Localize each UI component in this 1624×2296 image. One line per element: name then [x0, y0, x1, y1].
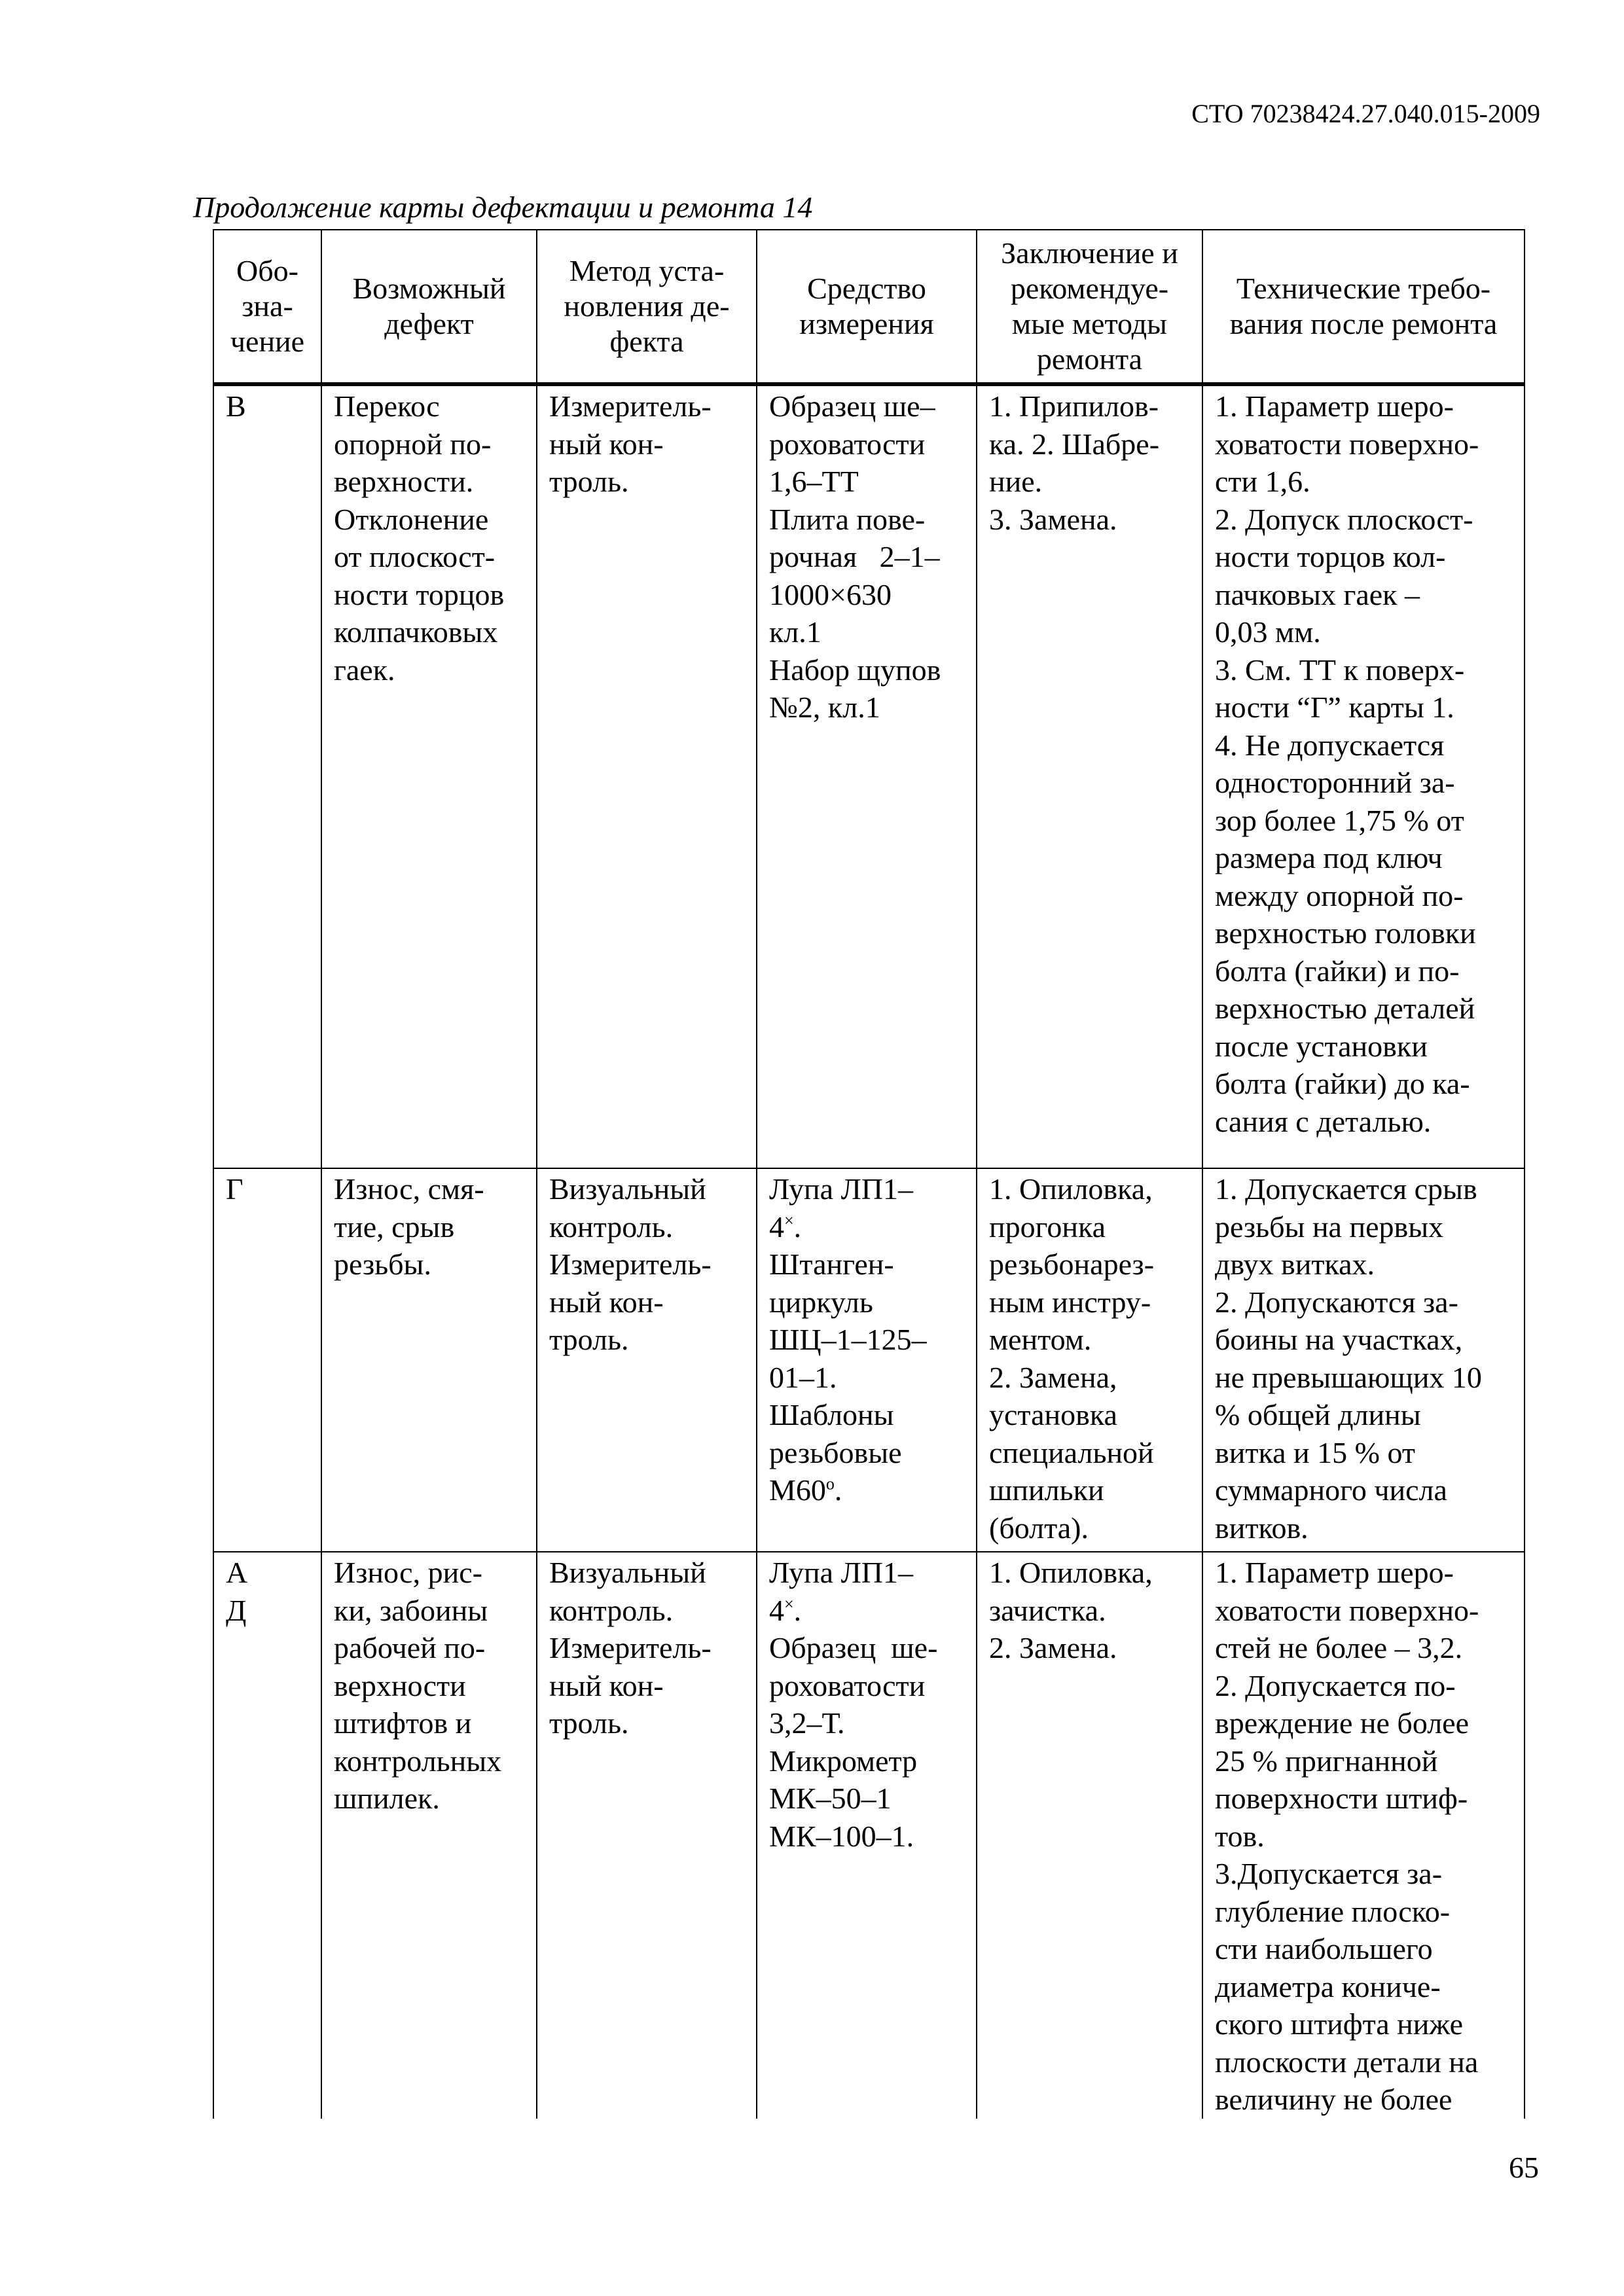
table-row — [213, 1168, 1525, 1552]
cell-method: Визуальный контроль. Измеритель- ный кон- троль. — [537, 1168, 757, 1552]
table-caption: Продолжение карты дефектации и ремонта 14 — [193, 190, 813, 224]
cell-designation: Г — [213, 1168, 321, 1552]
col-header-tool: Средство измерения — [757, 230, 977, 384]
cell-tool: Образец ше– роховатости 1,6–ТТ Плита пове- рочная 2–1– 1000×630 кл.1 Набор щупов №2, кл.1 — [757, 384, 977, 1168]
cell-designation: В — [213, 384, 321, 1168]
table-row — [213, 1552, 1525, 2119]
col-header-requirements: Технические требо- вания после ремонта — [1202, 230, 1525, 384]
cell-defect: Износ, смя- тие, срыв резьбы. — [321, 1168, 537, 1552]
cell-repair: 1. Припилов- ка. 2. Шабре- ние. 3. Замена. — [977, 384, 1202, 1168]
cell-requirements: 1. Допускается срыв резьбы на первых двух витках. 2. Допускаются за- боины на участках, не превышающих 10 % общей длины витка и 15 % от суммарного числа витков. — [1202, 1168, 1525, 1552]
cell-tool: Лупа ЛП1– 4×. Штанген- циркуль ШЦ–1–125– 01–1. Шаблоны резьбовые М60$^o$. — [757, 1168, 977, 1552]
cell-method: Визуальный контроль. Измеритель- ный кон- троль. — [537, 1552, 757, 2119]
cell-repair: 1. Опиловка, зачистка. 2. Замена. — [977, 1552, 1202, 2119]
cell-defect: Износ, рис- ки, забоины рабочей по- верхности штифтов и контрольных шпилек. — [321, 1552, 537, 2119]
cell-repair: 1. Опиловка, прогонка резьбонарез- ным инстру- ментом. 2. Замена, установка специальной шпильки (болта). — [977, 1168, 1202, 1552]
document-code: СТО 70238424.27.040.015-2009 — [1191, 99, 1540, 128]
col-header-defect: Возможный дефект — [321, 230, 537, 384]
cell-defect: Перекос опорной по- верхности. Отклонение от плоскост- ности торцов колпачковых гаек. — [321, 384, 537, 1168]
multiplication-mark: × — [784, 1594, 794, 1614]
table-row — [213, 384, 1525, 1168]
cell-requirements: 1. Параметр шеро- ховатости поверхно- стей не более – 3,2. 2. Допускается по- вреждение не более 25 % пригнанной поверхности штиф- тов. 3.Допускается за- глубление плоско- сти наибольшего диаметра кониче- ского штифта ниже плоскости детали на величину не более — [1202, 1552, 1525, 2119]
col-header-designation: Обо- зна- чение — [213, 230, 321, 384]
cell-designation: А Д — [213, 1552, 321, 2119]
cell-requirements: 1. Параметр шеро- ховатости поверхно- сти 1,6. 2. Допуск плоскост- ности торцов кол- пачковых гаек – 0,03 мм. 3. См. ТТ к поверх- ности “Г” карты 1. 4. Не допускается односторонний за- зор более 1,75 % от размера под ключ между опорной по- верхностью головки болта (гайки) и по- верхностью деталей после установки болта (гайки) до ка- сания с деталью. — [1202, 384, 1525, 1168]
cell-tool: Лупа ЛП1– 4×. Образец ше- роховатости 3,2–Т. Микрометр МК–50–1 МК–100–1. — [757, 1552, 977, 2119]
page-number: 65 — [1509, 2151, 1539, 2184]
table-header-row — [213, 230, 1525, 384]
col-header-method: Метод уста- новления де- фекта — [537, 230, 757, 384]
defect-table — [213, 229, 1525, 2119]
col-header-repair: Заключение и рекомендуе- мые методы ремонта — [977, 230, 1202, 384]
degree-mark: o — [825, 1474, 835, 1494]
cell-method: Измеритель- ный кон- троль. — [537, 384, 757, 1168]
multiplication-mark: × — [784, 1211, 794, 1230]
